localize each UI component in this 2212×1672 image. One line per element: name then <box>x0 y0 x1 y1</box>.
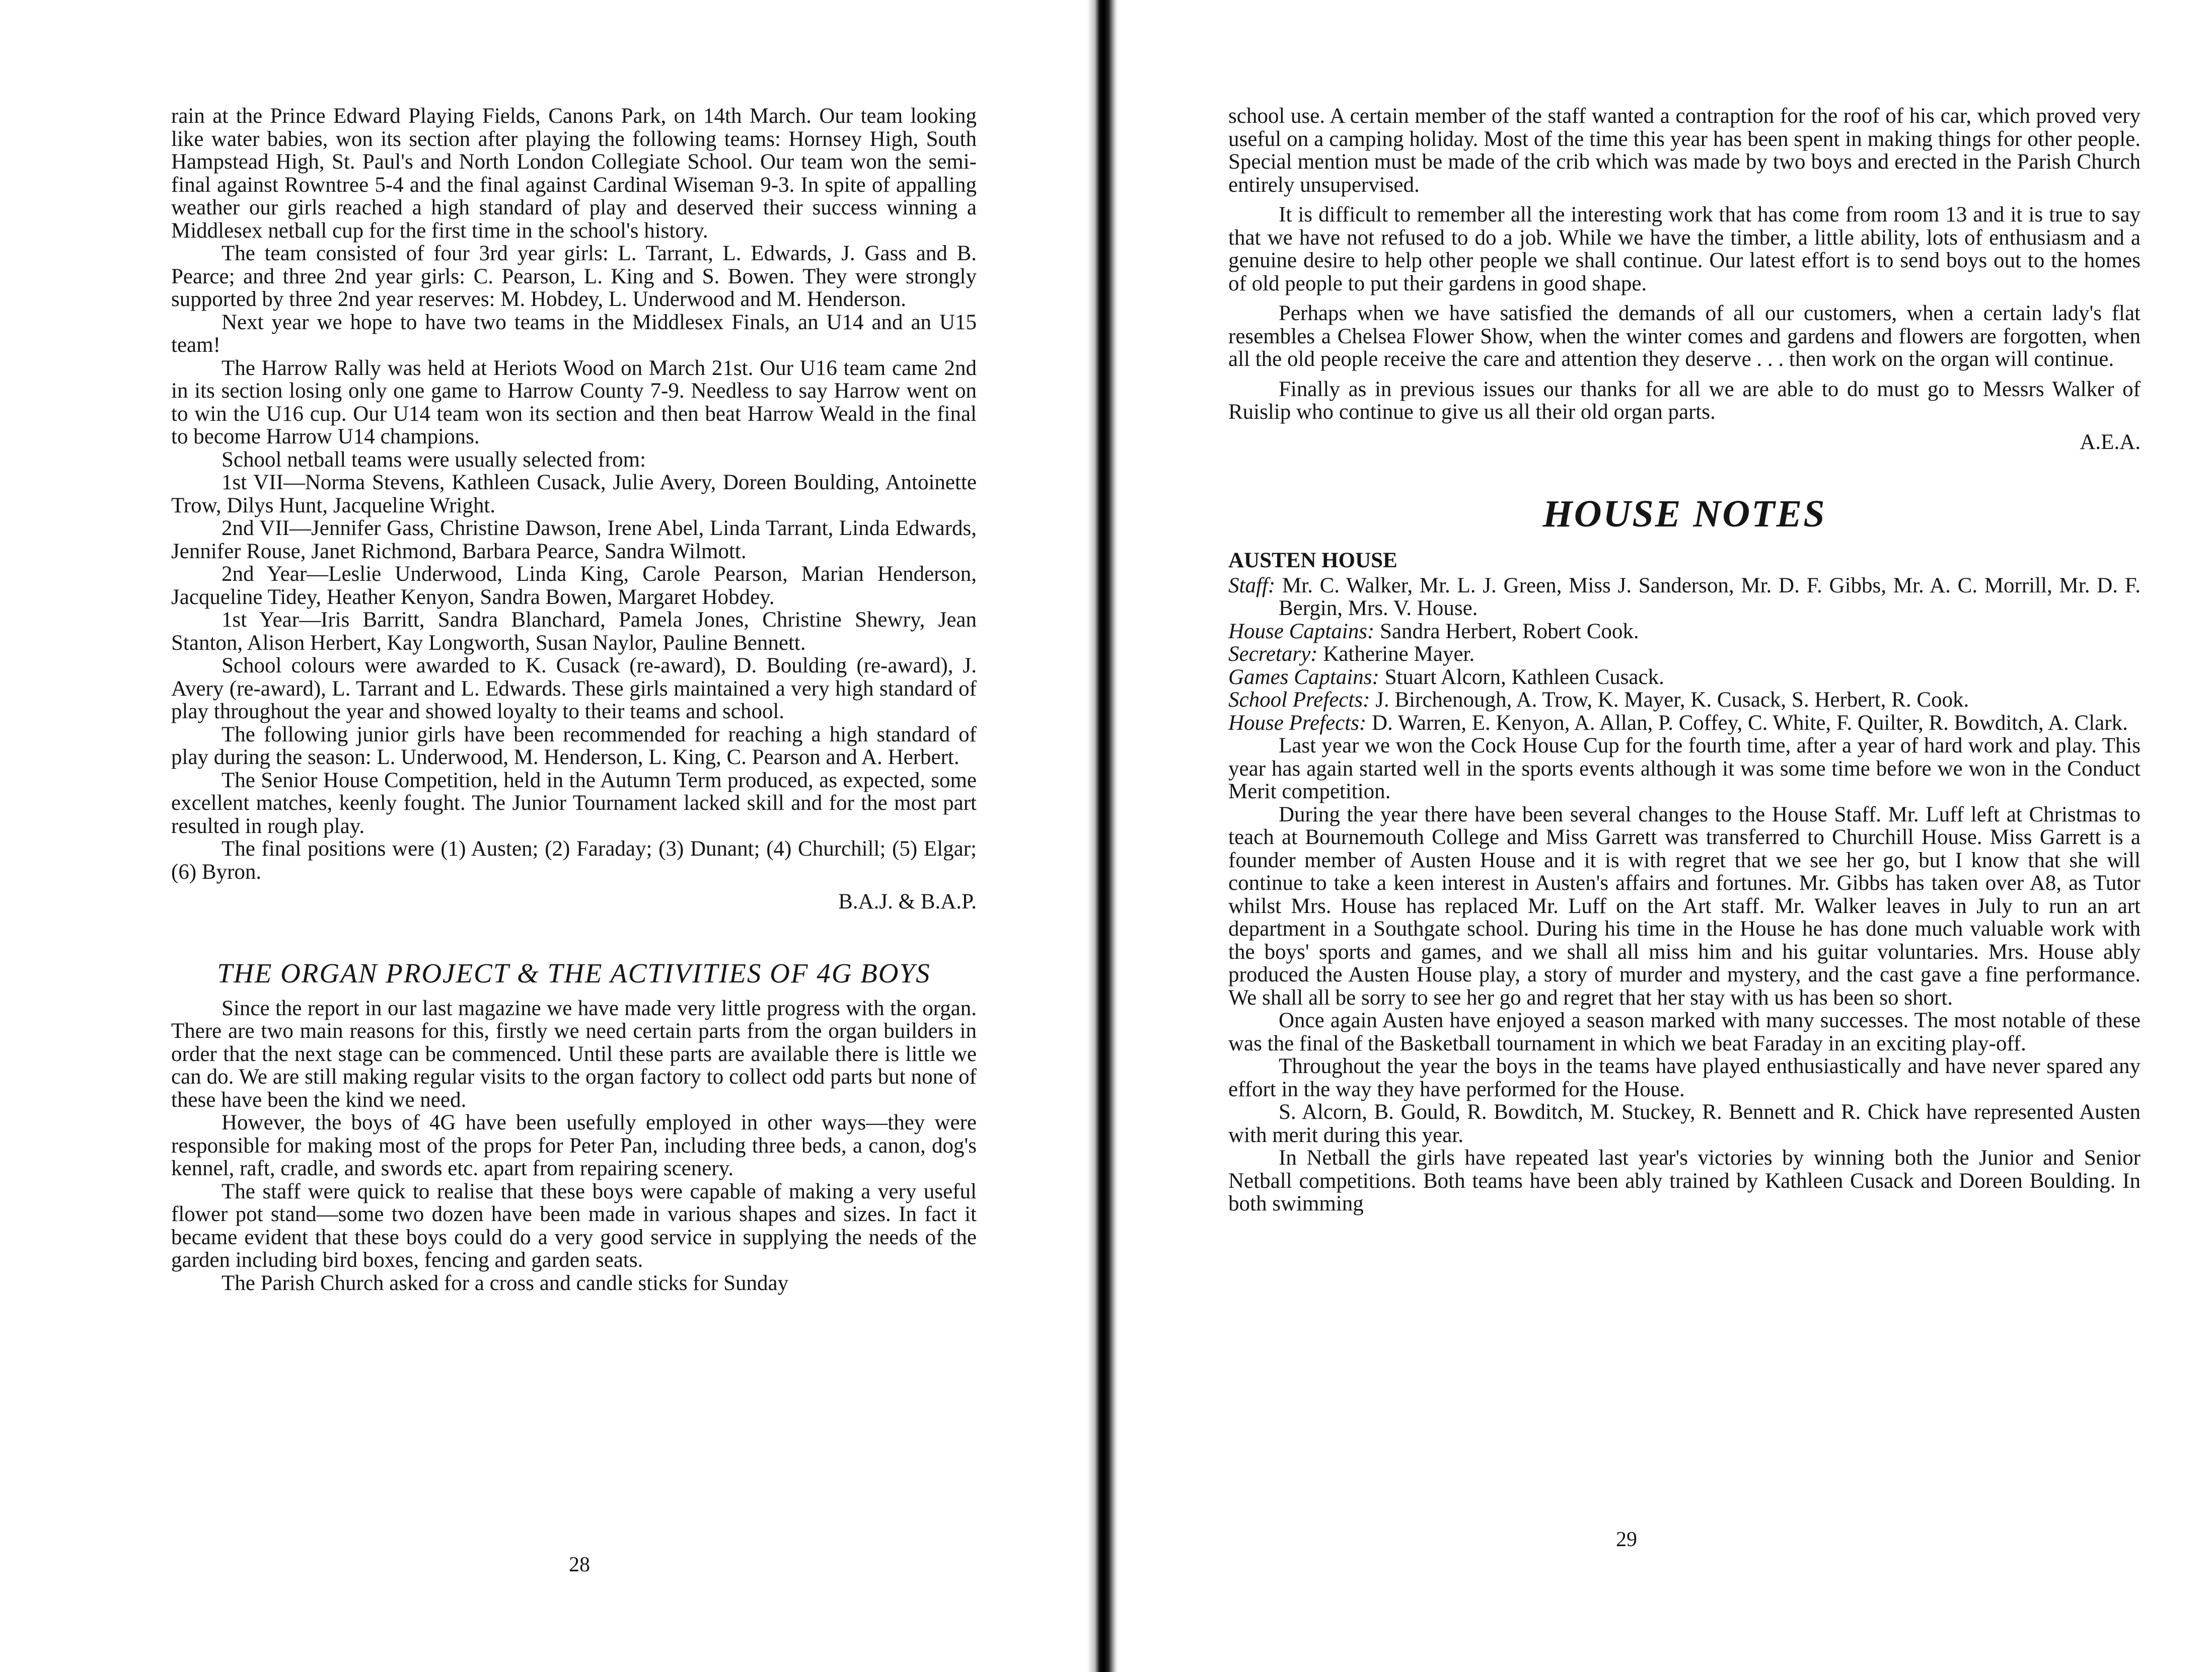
house-notes-heading: HOUSE NOTES <box>1542 493 1826 535</box>
organ-paragraph: Finally as in previous issues our thanks for all we are able to do must go to Messrs Walker of Ruislip who continue to give us all their old organ parts. <box>1228 377 2141 424</box>
organ-paragraph: It is difficult to remember all the interesting work that has come from room 13 and it is true to say that we have not refused to do a job. While we have the timber, a little ability, lots of enthusiasm and a genuine desire to help other people we shall continue. Our latest effort is to send boys out to the homes of old people to put their gardens in good shape. <box>1228 203 2141 295</box>
role-label: House Prefects: <box>1228 711 1367 735</box>
signature: B.A.J. & B.A.P. <box>838 890 977 914</box>
left-page <box>0 0 1092 1672</box>
organ-project-heading: THE ORGAN PROJECT & THE ACTIVITIES OF 4G BOYS <box>217 957 931 989</box>
role-line <box>1228 574 2141 620</box>
signature: A.E.A. <box>2080 430 2141 454</box>
role-line <box>1228 643 2141 666</box>
netball-paragraph: School colours were awarded to K. Cusack (re-award), D. Boulding (re-award), J. Avery (re-award), L. Tarrant and L. Edwards. These girls maintained a very high standard of play throughout the year and showed loyalty to their teams and school. <box>171 654 977 723</box>
role-names: J. Birchenough, A. Trow, K. Mayer, K. Cusack, S. Herbert, R. Cook. <box>1375 688 1969 712</box>
netball-paragraph: School netball teams were usually selected from: <box>222 447 646 472</box>
netball-paragraph: The final positions were (1) Austen; (2) Faraday; (3) Dunant; (4) Churchill; (5) Elgar; (6) Byron. <box>171 837 977 884</box>
team-list-item: 2nd VII—Jennifer Gass, Christine Dawson, Irene Abel, Linda Tarrant, Linda Edwards, Jennifer Rouse, Janet Richmond, Barbara Pearce, Sandra Wilmott. <box>171 516 977 563</box>
netball-paragraph: The following junior girls have been recommended for reaching a high standard of play during the season: L. Underwood, M. Henderson, L. King, C. Pearson and A. Herbert. <box>171 722 977 769</box>
role-names: Sandra Herbert, Robert Cook. <box>1380 619 1639 643</box>
role-names: Katherine Mayer. <box>1323 642 1475 666</box>
role-line <box>1228 620 2141 643</box>
house-paragraph: Last year we won the Cock House Cup for the fourth time, after a year of hard work and play. This year has again started well in the sports events although it was some time before we won in the Conduct Merit competition. <box>1228 734 2141 803</box>
organ-paragraph: The Parish Church asked for a cross and candle sticks for Sunday <box>222 1271 789 1295</box>
netball-paragraph: The Harrow Rally was held at Heriots Wood on March 21st. Our U16 team came 2nd in its section losing only one game to Harrow County 7-9. Needless to say Harrow went on to win the U16 cup. Our U14 team won its section and then beat Harrow Weald in the final to become Harrow U14 champions. <box>171 356 977 448</box>
role-names: Stuart Alcorn, Kathleen Cusack. <box>1384 665 1664 689</box>
organ-paragraph: Since the report in our last magazine we have made very little progress with the organ. There are two main reasons for this, firstly we need certain parts from the organ builders in order that the next stage can be commenced. Until these parts are available there is little we can do. We are still making regular visits to the organ factory to collect odd parts but none of these have been the kind we need. <box>171 996 977 1112</box>
house-paragraph: S. Alcorn, B. Gould, R. Bowditch, M. Stuckey, R. Bennett and R. Chick have represented Austen with merit during this year. <box>1228 1100 2141 1147</box>
austen-house-heading: AUSTEN HOUSE <box>1228 549 1397 572</box>
role-label: Secretary: <box>1228 642 1318 666</box>
role-line <box>1228 712 2141 735</box>
role-label: House Captains: <box>1228 619 1375 643</box>
house-paragraph: Throughout the year the boys in the teams have played enthusiastically and have never spared any effort in the way they have performed for the House. <box>1228 1054 2141 1101</box>
right-page-column <box>1228 105 2141 1215</box>
organ-paragraph: Perhaps when we have satisfied the demands of all our customers, when a certain lady's flat resembles a Chelsea Flower Show, when the winter comes and gardens and flowers are forgotten, when all the old people receive the care and attention they deserve . . . then work on the organ will continue. <box>1228 301 2141 371</box>
house-paragraph: Once again Austen have enjoyed a season marked with many successes. The most notable of these was the final of the Basketball tournament in which we beat Faraday in an exciting play-off. <box>1228 1009 2141 1055</box>
role-label: Games Captains: <box>1228 665 1379 689</box>
netball-paragraph: The Senior House Competition, held in the Autumn Term produced, as expected, some excellent matches, keenly fought. The Junior Tournament lacked skill and for the most part resulted in rough play. <box>171 768 977 838</box>
netball-paragraph: rain at the Prince Edward Playing Fields, Canons Park, on 14th March. Our team looking like water babies, won its section after playing the following teams: Hornsey High, South Hampstead High, St. Paul's and North London Collegiate School. Our team won the semi-final against Rowntree 5-4 and the final against Cardinal Wiseman 9-3. In spite of appalling weather our girls reached a high standard of play and deserved their success winning a Middlesex netball cup for the first time in the school's history. <box>171 104 977 243</box>
role-line <box>1228 666 2141 689</box>
role-names: D. Warren, E. Kenyon, A. Allan, P. Coffey, C. White, F. Quilter, R. Bowditch, A. Clark. <box>1371 711 2128 735</box>
role-line <box>1228 689 2141 712</box>
role-label: School Prefects: <box>1228 688 1370 712</box>
organ-paragraph: However, the boys of 4G have been usefully employed in other ways—they were responsible for making most of the props for Peter Pan, including three beds, a canon, dog's kennel, raft, cradle, and swords etc. apart from repairing scenery. <box>171 1111 977 1180</box>
netball-paragraph: The team consisted of four 3rd year girls: L. Tarrant, L. Edwards, J. Gass and B. Pearce; and three 2nd year girls: C. Pearson, L. King and S. Bowen. They were strongly supported by three 2nd year reserves: M. Hobdey, L. Underwood and M. Henderson. <box>171 242 977 311</box>
left-page-column <box>171 105 977 1295</box>
team-list-item: 1st Year—Iris Barritt, Sandra Blanchard, Pamela Jones, Christine Shewry, Jean Stanton, Alison Herbert, Kay Longworth, Susan Naylor, Pauline Bennett. <box>171 608 977 655</box>
organ-paragraph: The staff were quick to realise that these boys were capable of making a very useful flower pot stand—some two dozen have been made in various shapes and sizes. In fact it became evident that these boys could do a very good service in supplying the needs of the garden including bird boxes, fencing and garden seats. <box>171 1179 977 1272</box>
team-list-item: 2nd Year—Leslie Underwood, Linda King, Carole Pearson, Marian Henderson, Jacqueline Tidey, Heather Kenyon, Sandra Bowen, Margaret Hobdey. <box>171 562 977 609</box>
page-number: 28 <box>569 1553 590 1576</box>
team-list-item: 1st VII—Norma Stevens, Kathleen Cusack, Julie Avery, Doreen Boulding, Antoinette Trow, Dilys Hunt, Jacqueline Wright. <box>171 471 977 517</box>
house-paragraph: In Netball the girls have repeated last year's victories by winning both the Junior and Senior Netball competitions. Both teams have been ably trained by Kathleen Cusack and Doreen Boulding. In both swimming <box>1228 1146 2141 1215</box>
right-page <box>1113 0 2212 1672</box>
role-names: Mr. C. Walker, Mr. L. J. Green, Miss J. Sanderson, Mr. D. F. Gibbs, Mr. A. C. Morrill, Mr. D. F. Bergin, Mrs. V. House. <box>1279 573 2141 620</box>
house-paragraph: During the year there have been several changes to the House Staff. Mr. Luff left at Christmas to teach at Bournemouth College and Miss Garrett was transferred to Churchill House. Miss Garrett is a founder member of Austen House and it is with regret that we see her go, but I know that she will continue to take a keen interest in Austen's affairs and fortunes. Mr. Gibbs has taken over A8, as Tutor whilst Mrs. House has replaced Mr. Luff on the Art staff. Mr. Walker leaves in July to run an art department in a Southgate school. During his time in the House he has done much valuable work with the boys' sports and games, and we shall all miss him and his guitar voluntaries. Mrs. House ably produced the Austen House play, a story of murder and mystery, and the cast gave a fine performance. We shall all be sorry to see her go and regret that her stay with us has been so short. <box>1228 802 2141 1010</box>
role-label: Staff: <box>1228 573 1276 597</box>
page-number: 29 <box>1616 1528 1637 1551</box>
organ-paragraph: school use. A certain member of the staff wanted a contraption for the roof of his car, which proved very useful on a camping holiday. Most of the time this year has been spent in making things for other people. Special mention must be made of the crib which was made by two boys and erected in the Parish Church entirely unsupervised. <box>1228 104 2141 197</box>
netball-paragraph: Next year we hope to have two teams in the Middlesex Finals, an U14 and an U15 team! <box>171 310 977 357</box>
